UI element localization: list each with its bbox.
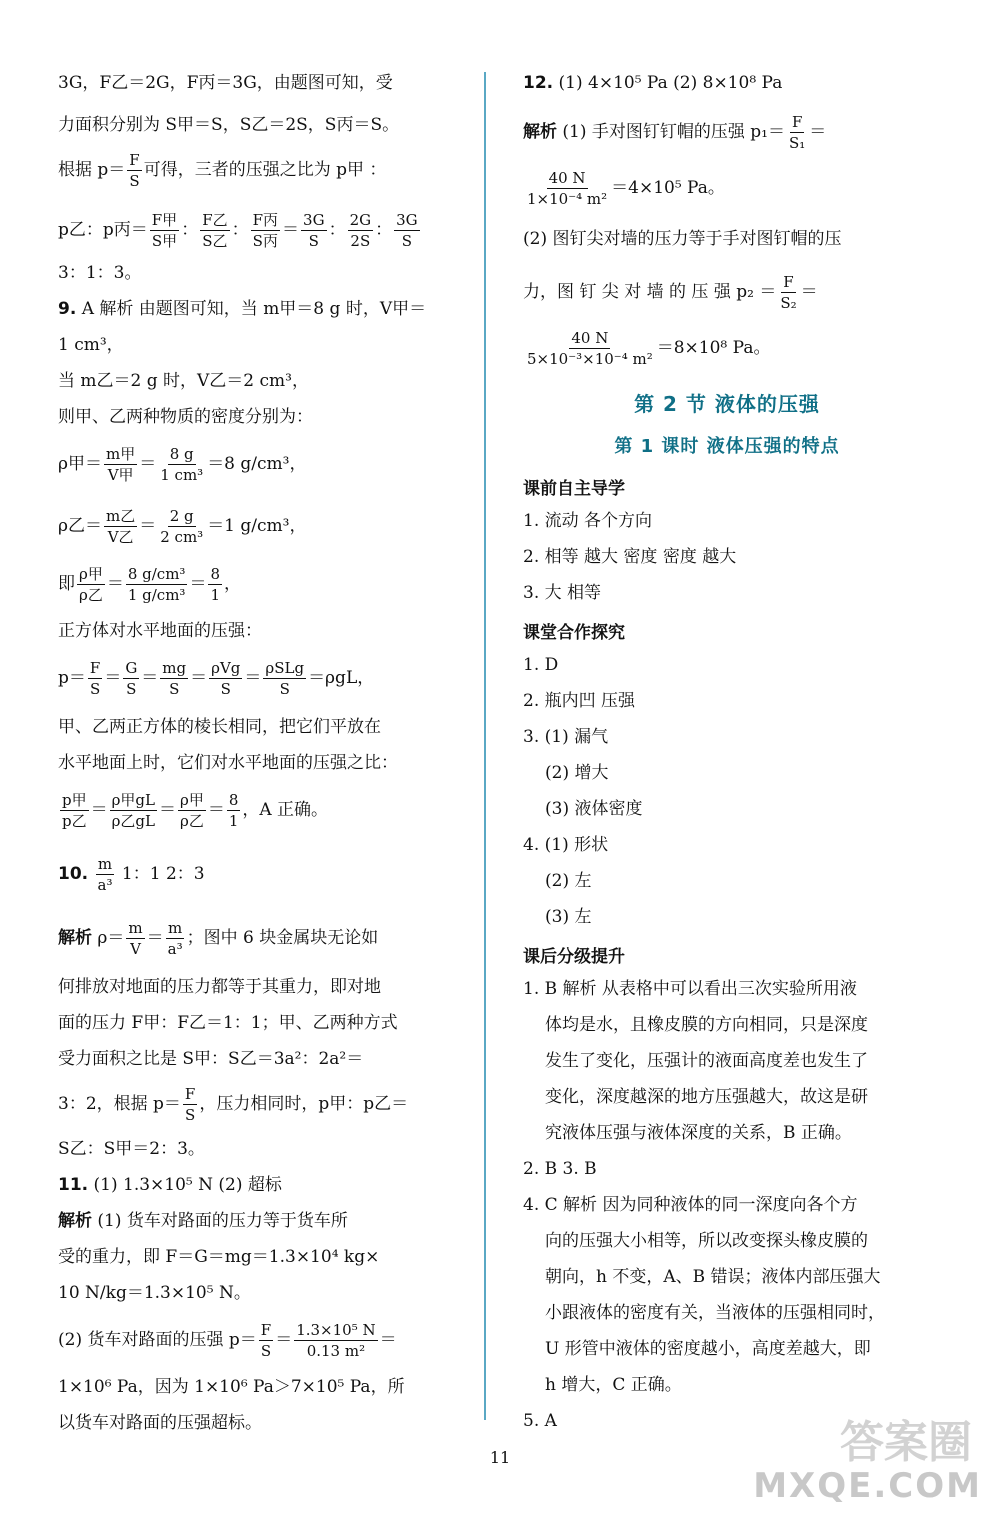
fraction: $\frac{\text{ρ甲gL}}{\text{ρ乙gL}}$ <box>111 791 155 830</box>
answer-line: h 增大，C 正确。 <box>545 1375 682 1395</box>
text-line: 3：1：3。 <box>58 263 142 283</box>
answer-line: 1. B 解析 从表格中可以看出三次实验所用液 <box>523 979 857 999</box>
text: ρ甲＝ <box>58 454 102 474</box>
fraction: $\frac{\text{8 g/cm³}}{\text{1 g/cm³}}$ <box>127 565 186 604</box>
question-10 <box>58 854 205 895</box>
fraction: $\frac{F}{S}$ <box>260 1321 272 1360</box>
text-line: 何排放对地面的压力都等于其重力，即对地 <box>58 977 381 997</box>
answer-line: 2. 瓶内凹 压强 <box>523 691 636 711</box>
watermark <box>752 1406 982 1506</box>
formula-line: 即 $\frac{\text{ρ甲}}{\text{ρ乙}}$ ＝ $\frac{\text{8 g/cm³}}{\text{1 g/cm³}}$ ＝ $\frac{8}{1}$ ， <box>58 565 241 604</box>
text-line: 1×10⁶ Pa，因为 1×10⁶ Pa＞7×10⁵ Pa，所 <box>58 1377 405 1397</box>
answer-line: 2. B 3. B <box>523 1159 597 1179</box>
fraction: $\frac{\text{ρVg}}{S}$ <box>211 659 241 698</box>
fraction: $\frac{m}{V}$ <box>128 919 143 958</box>
formula-line: 解析 ρ＝ $\frac{m}{V}$ ＝ $\frac{m}{\text{a³}}$ ；图中 6 块金属块无论如 <box>58 919 379 958</box>
question-number: 12. <box>523 73 554 93</box>
watermark-logo: 答案圈 <box>840 1417 972 1468</box>
text: ＝8 g/cm³， <box>207 454 307 474</box>
answer-line: 3. 大 相等 <box>523 583 602 603</box>
fraction: $\frac{3G}{S}$ <box>303 211 325 250</box>
answer-line: (2) 增大 <box>545 763 609 783</box>
text: A 解析 由题图可知，当 m甲＝8 g 时，V甲＝ <box>81 299 427 319</box>
fraction: $\frac{\text{p甲}}{\text{p乙}}$ <box>62 791 87 830</box>
fraction: $\frac{8 g}{\text{1 cm³}}$ <box>160 445 204 484</box>
text: ，压力相同时，p甲：p乙＝ <box>199 1094 409 1114</box>
answer-line: 发生了变化，压强计的液面高度差也发生了 <box>545 1051 868 1071</box>
text: (1) 手对图钉钉帽的压强 p₁＝ <box>562 122 785 142</box>
answer-line: 变化，深度越深的地方压强越大，故这是研 <box>545 1087 868 1107</box>
fraction: $\frac{\text{F丙}}{\text{S丙}}$ <box>252 211 279 250</box>
fraction: $\frac{\text{F乙}}{\text{S乙}}$ <box>202 211 228 250</box>
question-number: 9. <box>58 299 77 319</box>
text-line: 力面积分别为 S甲＝S，S乙＝2S，S丙＝S。 <box>58 115 400 135</box>
text-line: 3G，F乙＝2G，F丙＝3G，由题图可知，受 <box>58 73 393 93</box>
text-line: 水平地面上时，它们对水平地面的压强之比： <box>58 753 398 773</box>
question-11 <box>58 1174 282 1196</box>
text: p＝ <box>58 668 86 688</box>
section-title: 第 2 节 液体的压强 <box>634 392 820 416</box>
text-line: 当 m乙＝2 g 时，V乙＝2 cm³， <box>58 371 309 391</box>
text-line: S乙：S甲＝2：3。 <box>58 1139 205 1159</box>
fraction: $\frac{\text{m乙}}{\text{V乙}}$ <box>106 507 136 546</box>
block-title-class: 课堂合作探究 <box>523 623 625 643</box>
formula-line <box>58 1084 408 1125</box>
fraction: $\frac{3G}{S}$ <box>396 211 418 250</box>
answer-line: 3. (1) 漏气 <box>523 727 609 747</box>
text: 3：2，根据 p＝ <box>58 1094 181 1114</box>
watermark-site: MXQE.COM <box>753 1466 982 1506</box>
fraction: $\frac{2 g}{\text{2 cm³}}$ <box>160 507 204 546</box>
text: 即 <box>58 574 75 594</box>
text: ；图中 6 块金属块无论如 <box>186 928 379 948</box>
formula-line <box>58 150 386 191</box>
text-line: 受力面积之比是 S甲：S乙＝3a²：2a²＝ <box>58 1049 364 1069</box>
fraction: $\frac{F}{S}$ <box>129 151 140 190</box>
block-title-post: 课后分级提升 <box>523 947 625 967</box>
text: ＝1 g/cm³， <box>207 516 307 536</box>
answer-line: 1. 流动 各个方向 <box>523 511 653 531</box>
answer-line: (2) 左 <box>545 871 592 891</box>
answer-line: 2. 相等 越大 密度 密度 越大 <box>523 547 737 567</box>
text-line: 以货车对路面的压强超标。 <box>58 1413 262 1433</box>
fraction: $\frac{\text{ρ甲}}{\text{ρ乙}}$ <box>180 791 204 830</box>
text: ρ＝ <box>97 928 125 948</box>
fraction: $\frac{G}{S}$ <box>125 659 138 698</box>
text-line: 则甲、乙两种物质的密度分别为： <box>58 407 313 427</box>
question-9 <box>58 298 426 320</box>
text: ＝ <box>809 122 827 142</box>
text: ＝ <box>379 1330 397 1350</box>
text-line: 甲、乙两正方体的棱长相同，把它们平放在 <box>58 717 381 737</box>
formula-line <box>523 328 770 369</box>
text: 力，图 钉 尖 对 墙 的 压 强 p₂ ＝ <box>523 282 777 302</box>
formula-line <box>523 112 826 153</box>
fraction: $\frac{F}{\text{S₁}}$ <box>789 113 806 152</box>
formula-line: (2) 货车对路面的压强 p＝ $\frac{F}{S}$ ＝ $\frac{\text{1.3×10⁵ N}}{\text{0.13 m²}}$ ＝ <box>58 1321 397 1360</box>
answer-line: (3) 左 <box>545 907 592 927</box>
fraction: $\frac{\text{ρ甲}}{\text{ρ乙}}$ <box>79 565 103 604</box>
text: ， <box>223 574 241 594</box>
fraction: $\frac{F}{S}$ <box>89 659 101 698</box>
text: ρ乙＝ <box>58 516 102 536</box>
formula-line: p乙：p丙＝ $\frac{\text{F甲}}{\text{S甲}}$ ： $\frac{\text{F乙}}{\text{S乙}}$ ： $\frac{\text{F丙}}{\text{S丙}}$ ＝ $\frac{3G}{S}$ ： $\frac{2G}{2S}$ ： $\frac{3G}{S}$ <box>58 211 418 250</box>
fraction: $\frac{F}{\text{S₂}}$ <box>780 273 797 312</box>
question-number: 11. <box>58 1175 89 1195</box>
answer-line: 向的压强大小相等，所以改变探头橡皮膜的 <box>545 1231 868 1251</box>
fraction: $\frac{2G}{2S}$ <box>349 211 372 250</box>
fraction: $\frac{8}{1}$ <box>210 565 220 604</box>
question-number: 10. <box>58 864 89 884</box>
text-line <box>58 1210 348 1232</box>
fraction: $\frac{40 N}{\text{5×10⁻³×10⁻⁴ m²}}$ <box>527 329 653 368</box>
fraction: $\frac{40 N}{\text{1×10⁻⁴ m²}}$ <box>527 169 608 208</box>
fraction: $\frac{m}{\text{a³}}$ <box>97 855 113 894</box>
text: ＝4×10⁵ Pa。 <box>611 178 725 198</box>
formula-line <box>523 272 818 313</box>
text: 1：1 2：3 <box>121 864 205 884</box>
fraction: $\frac{\text{F甲}}{\text{S甲}}$ <box>151 211 178 250</box>
text: ＝ρgL， <box>308 668 375 688</box>
text-line: 正方体对水平地面的压强： <box>58 621 262 641</box>
answer-line: 朝向，h 不变，A、B 错误；液体内部压强大 <box>545 1267 881 1287</box>
column-divider <box>484 72 486 1420</box>
text: (1) 4×10⁵ Pa (2) 8×10⁸ Pa <box>558 73 783 93</box>
formula-line <box>523 168 725 209</box>
analysis-label: 解析 <box>523 122 557 142</box>
analysis-label: 解析 <box>58 928 92 948</box>
formula-line: $\frac{\text{p甲}}{\text{p乙}}$ ＝ $\frac{\text{ρ甲gL}}{\text{ρ乙gL}}$ ＝ $\frac{\text{ρ甲}}{\text{ρ乙}}$ ＝ $\frac{8}{1}$ ，A 正确。 <box>62 791 329 830</box>
text-line: 1 cm³， <box>58 335 124 355</box>
fraction: $\frac{F}{S}$ <box>184 1085 196 1124</box>
formula-line: ρ乙＝ $\frac{\text{m乙}}{\text{V乙}}$ ＝ $\frac{2 g}{\text{2 cm³}}$ ＝1 g/cm³， <box>58 507 307 546</box>
lesson-title: 第 1 课时 液体压强的特点 <box>614 436 840 457</box>
text: 根据 p＝ <box>58 160 126 180</box>
answer-line: U 形管中液体的密度越小，高度差越大，即 <box>545 1339 871 1359</box>
text: (2) 货车对路面的压强 p＝ <box>58 1330 257 1350</box>
text-line: 受的重力，即 F＝G＝mg＝1.3×10⁴ kg× <box>58 1247 380 1267</box>
fraction: $\frac{\text{1.3×10⁵ N}}{\text{0.13 m²}}$ <box>296 1321 376 1360</box>
text: ＝8×10⁸ Pa。 <box>656 338 771 358</box>
text-line: 10 N/kg＝1.3×10⁵ N。 <box>58 1283 251 1303</box>
analysis-label: 解析 <box>58 1211 92 1231</box>
page-number: 11 <box>489 1448 511 1467</box>
block-title-pre: 课前自主导学 <box>523 479 625 499</box>
fraction: $\frac{8}{1}$ <box>228 791 239 830</box>
fraction: $\frac{m}{\text{a³}}$ <box>167 919 183 958</box>
text: ＝ <box>800 282 818 302</box>
answer-line: 4. C 解析 因为同种液体的同一深度向各个方 <box>523 1195 858 1215</box>
question-12 <box>523 72 782 94</box>
fraction: $\frac{\text{m甲}}{\text{V甲}}$ <box>106 445 136 484</box>
answer-line: (3) 液体密度 <box>545 799 643 819</box>
fraction: $\frac{mg}{S}$ <box>162 659 187 698</box>
text: (1) 1.3×10⁵ N (2) 超标 <box>93 1175 282 1195</box>
text: ，A 正确。 <box>242 800 329 820</box>
formula-line: ρ甲＝ $\frac{\text{m甲}}{\text{V甲}}$ ＝ $\frac{8 g}{\text{1 cm³}}$ ＝8 g/cm³， <box>58 445 307 484</box>
formula-line: p＝ $\frac{F}{S}$ ＝ $\frac{G}{S}$ ＝ $\frac{mg}{S}$ ＝ $\frac{\text{ρVg}}{S}$ ＝ $\frac{\text{ρSLg}}{S}$ ＝ρgL， <box>58 659 375 698</box>
answer-line: 1. D <box>523 655 559 675</box>
text-line: 面的压力 F甲：F乙＝1：1；甲、乙两种方式 <box>58 1013 398 1033</box>
answer-line: 5. A <box>523 1411 557 1431</box>
text-line: (2) 图钉尖对墙的压力等于手对图钉帽的压 <box>523 229 842 249</box>
text: p乙：p丙＝ <box>58 220 148 240</box>
text: (1) 货车对路面的压力等于货车所 <box>97 1211 348 1231</box>
answer-line: 4. (1) 形状 <box>523 835 609 855</box>
text: 可得，三者的压强之比为 p甲 ： <box>143 160 387 180</box>
answer-line: 究液体压强与液体深度的关系，B 正确。 <box>545 1123 852 1143</box>
answer-line: 体均是水，且橡皮膜的方向相同，只是深度 <box>545 1015 868 1035</box>
answer-line: 小跟液体的密度有关，当液体的压强相同时， <box>545 1303 885 1323</box>
fraction: $\frac{\text{ρSLg}}{S}$ <box>265 659 305 698</box>
